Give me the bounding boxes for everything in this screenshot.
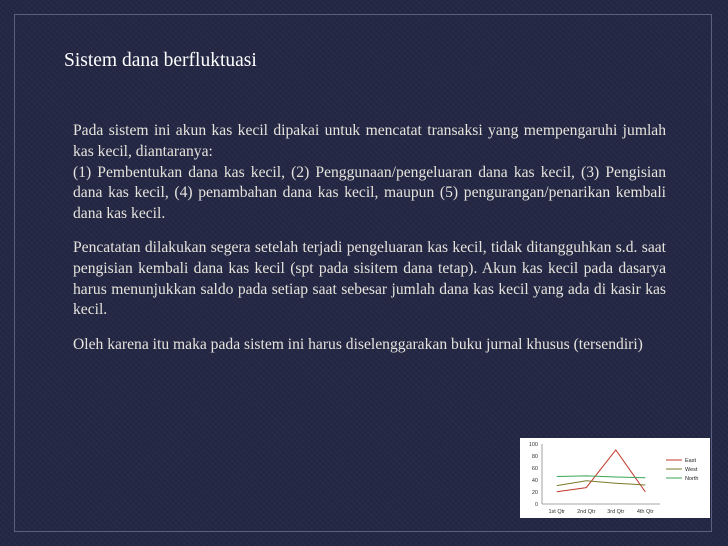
legend-label-north: North [685, 476, 699, 482]
paragraph-intro: Pada sistem ini akun kas kecil dipakai untuk mencatat transaksi yang mempengaruhi jumlah kas kecil, diantaranya: [73, 122, 666, 160]
x-tick-label: 1st Qtr [548, 509, 566, 515]
series-line-east [557, 450, 646, 492]
y-tick-label: 80 [531, 454, 538, 460]
slide-title: Sistem dana berfluktuasi [64, 50, 257, 71]
series-line-north [557, 476, 646, 478]
legend-label-west: West [685, 467, 698, 473]
x-tick-label: 4th Qtr [636, 509, 654, 515]
slide-body [73, 121, 666, 356]
paragraph-list: (1) Pembentukan dana kas kecil, (2) Penggunaan/pengeluaran dana kas kecil, (3) Pengisian dana kas kecil, (4) penambahan dana kas kecil, maupun (5) pengurangan/penarikan kembali dana kas kecil. [73, 163, 666, 223]
x-tick-label: 2nd Qtr [577, 509, 596, 515]
line-chart-svg [520, 438, 710, 518]
paragraph-recording: Pencatatan dilakukan segera setelah terjadi pengeluaran kas kecil, tidak ditangguhkan s.d. saat pengisian kembali dana kas kecil (spt pada sisitem dana tetap). Akun kas kecil pada dasarya harus menunjukkan saldo pada setiap saat sebesar jumlah dana kas kecil yang ada di kasir kas kecil. [73, 238, 666, 319]
y-tick-label: 20 [531, 490, 538, 496]
paragraph-conclusion: Oleh karena itu maka pada sistem ini harus diselenggarakan buku jurnal khusus (tersendiri) [73, 336, 643, 354]
line-chart [520, 438, 710, 518]
x-tick-label: 3rd Qtr [607, 509, 625, 515]
legend-label-east: East [685, 458, 697, 464]
y-tick-label: 60 [531, 466, 538, 472]
series-line-west [557, 481, 646, 486]
y-tick-label: 0 [534, 502, 538, 508]
y-tick-label: 100 [528, 442, 538, 448]
y-tick-label: 40 [531, 478, 538, 484]
